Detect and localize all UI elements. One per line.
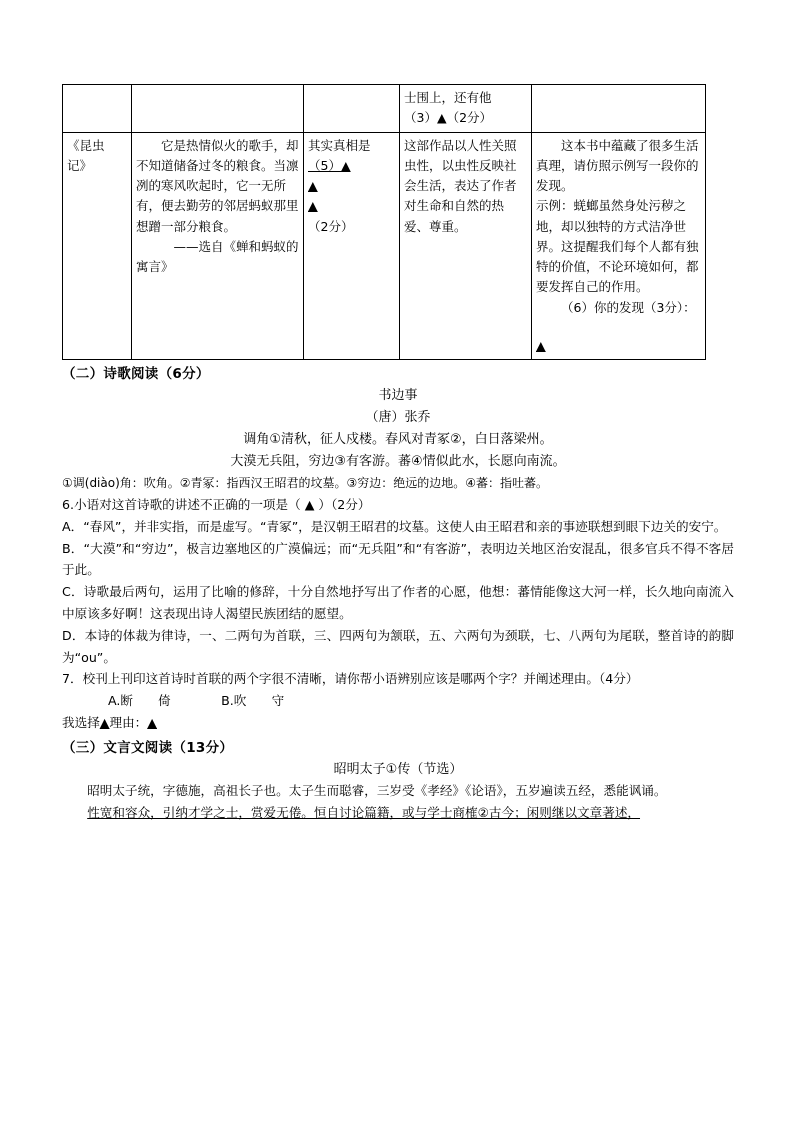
cell-book-title [63,85,132,133]
cell-discovery [532,85,706,133]
question-6-option-a[interactable]: A．“春风”，并非实指，而是虚写。“青冢”，是汉朝王昭君的坟墓。这使人由王昭君和亲的事迹联想到眼下边关的安宁。 [62,518,727,534]
blank-points: （2分） [308,218,354,234]
cell-book-title [63,132,132,360]
question-6-stem: 6.小语对这首诗歌的讲述不正确的一项是（ ▲ ）（2分） [62,497,371,513]
poem-line-1: 调角①清秋，征人戍楼。春风对青冢②，白日落梁州。 [243,431,553,447]
classical-section-heading: （三）文言文阅读（13分） [62,739,234,756]
book-title-line-2: 记》 [67,157,93,173]
poem-line-2: 大漠无兵阻，穷边③有客游。蕃④情似此水，长愿向南流。 [230,453,566,469]
reason-label: 理由： [109,714,148,730]
cell-comment [400,132,532,360]
cell-blank-fill [304,85,400,133]
question-6-option-d[interactable]: D．本诗的体裁为律诗，一、二两句为首联，三、四两句为颔联，五、六两句为颈联，七、八两句为尾联，整首诗的韵脚为“ou”。 [62,627,734,665]
blank-line-2[interactable]: ▲ [308,178,318,193]
excerpt-source: ——选自《蝉和蚂蚁的寓言》 [136,238,299,274]
blank-5[interactable]: （5）▲ [308,157,351,173]
comment-line-1: 士围上，还有他 [404,90,492,105]
cell-comment [400,85,532,133]
comment-body: 这部作品以人性关照虫性，以虫性反映社会生活，表达了作者对生命和自然的热爱、尊重。 [404,137,517,234]
poetry-section-heading: （二）诗歌阅读（6分） [62,366,210,382]
page-content [62,84,734,824]
answer-prefix: 我选择 [62,714,100,730]
classical-paragraph-1: 昭明太子统，字德施，高祖长子也。太子生而聪睿，三岁受《孝经》《论语》，五岁遍读五经，悉能讽诵。 [87,783,667,799]
book-title-line-1: 《昆虫 [67,137,105,153]
question-7-stem: 7．校刊上刊印这首诗时首联的两个字很不清晰，请你帮小语辨别应该是哪两个字？并阐述理由。（4分） [62,671,639,687]
classical-paragraph-2: 性宽和容众，引纳才学之士，赏爱无倦。恒自讨论篇籍，或与学士商榷②古今；闲则继以文章著述， [87,805,641,821]
cell-blank-fill [304,132,400,360]
question-6-option-b[interactable]: B．“大漠”和“穷边”，极言边塞地区的广漠偏远；而“无兵阻”和“有客游”，表明边关地区治安混乱，很多官兵不得不客居于此。 [62,540,734,578]
discovery-example: 示例：蜣螂虽然身处污秽之地，却以独特的方式洁净世界。这提醒我们每个人都有独特的价值，不论环境如何，都要发挥自己的作用。 [536,198,699,295]
blank-prompt: 其实真相是 [308,137,371,153]
discovery-instruction: 这本书中蕴藏了很多生活真理，请仿照示例写一段你的发现。 [536,137,699,193]
poem-title: 书边事 [378,387,418,403]
classical-title: 昭明太子①传（节选） [333,761,463,777]
reason-blank[interactable]: ▲ [147,714,157,730]
reading-table [62,84,706,360]
discovery-blank[interactable]: ▲ [536,337,546,353]
table-row [63,85,706,133]
comment-line-2: （3）▲（2分） [404,110,493,126]
blank-line-3[interactable]: ▲ [308,198,318,214]
question-6-option-c[interactable]: C．诗歌最后两句，运用了比喻的修辞，十分自然地抒写出了作者的心愿，他想：蕃情能像这大河一样，长久地向南流入中原该多好啊！这表现出诗人渴望民族团结的愿望。 [62,584,734,621]
question-7-answer-line [62,712,734,734]
answer-blank[interactable]: ▲ [99,714,110,730]
discovery-prompt: （6）你的发现（3分）： [561,299,696,315]
table-row [63,132,706,360]
cell-discovery [532,132,706,360]
excerpt-body: 它是热情似火的歌手，却不知道储备过冬的粮食。当凛冽的寒风吹起时，它一无所有，便去勤劳的邻居蚂蚁那里想蹭一部分粮食。 [136,137,299,234]
cell-excerpt [132,132,304,360]
cell-excerpt [132,85,304,133]
question-7-options[interactable]: A.断 倚 B.吹 守 [108,693,285,709]
poem-footnotes: ①调(diào)角：吹角。②青冢：指西汉王昭君的坟墓。③穷边：绝远的边地。④蕃：指吐蕃。 [62,476,549,491]
poem-author: （唐）张乔 [365,409,431,425]
